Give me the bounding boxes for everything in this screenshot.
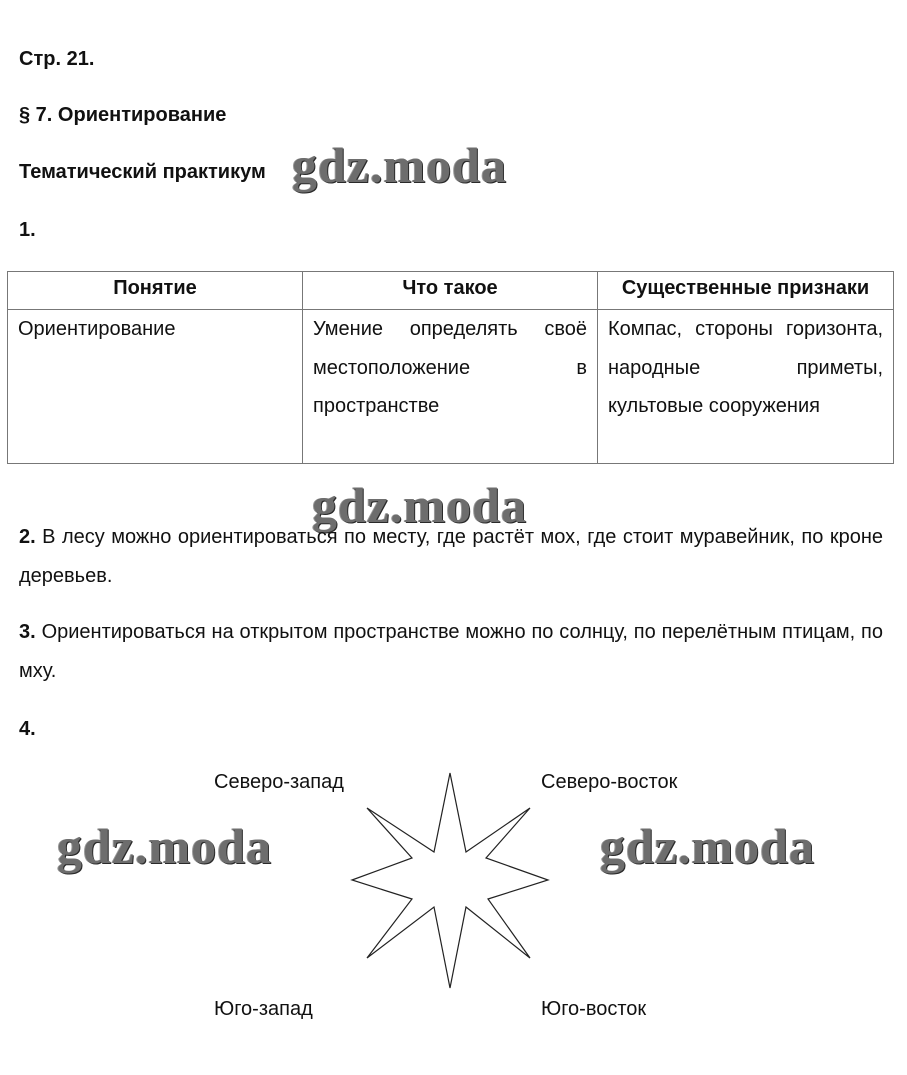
subtitle: Тематический практикум [19,161,266,183]
task1-number: 1. [19,219,36,241]
header-features: Существенные признаки [598,272,894,310]
task3-number: 3. [19,621,36,643]
compass-rose-icon [340,764,560,1004]
label-southwest: Юго-запад [214,998,313,1020]
table-header-row [8,272,894,310]
table-row [8,310,894,464]
task2-paragraph [19,518,883,596]
cell-concept: Ориентирование [8,310,303,464]
task2-number: 2. [19,526,36,548]
watermark-4: gdz.moda [600,818,815,874]
cell-features: Компас, стороны горизонта, народные приметы, культовые сооружения [598,310,894,464]
label-northwest: Северо-запад [214,771,344,793]
page-number: Стр. 21. [19,48,95,70]
task3-text: Ориентироваться на открытом пространстве можно по солнцу, по перелётным птицам, по мху. [19,621,883,682]
task4-number: 4. [19,718,36,740]
header-definition: Что такое [303,272,598,310]
task3-paragraph [19,613,883,691]
label-northeast: Северо-восток [541,771,678,793]
label-southeast: Юго-восток [541,998,647,1020]
watermark-3: gdz.moda [57,818,272,874]
watermark-1: gdz.moda [292,137,507,193]
task2-text: В лесу можно ориентироваться по месту, где растёт мох, где стоит муравейник, по кроне деревьев. [19,526,883,587]
cell-definition: Умение определять своё местоположение в пространстве [303,310,598,464]
section-title: § 7. Ориентирование [19,104,227,126]
watermark-2: gdz.moda [312,477,527,533]
concepts-table [7,271,894,464]
header-concept: Понятие [8,272,303,310]
compass-star-shape [352,773,548,988]
